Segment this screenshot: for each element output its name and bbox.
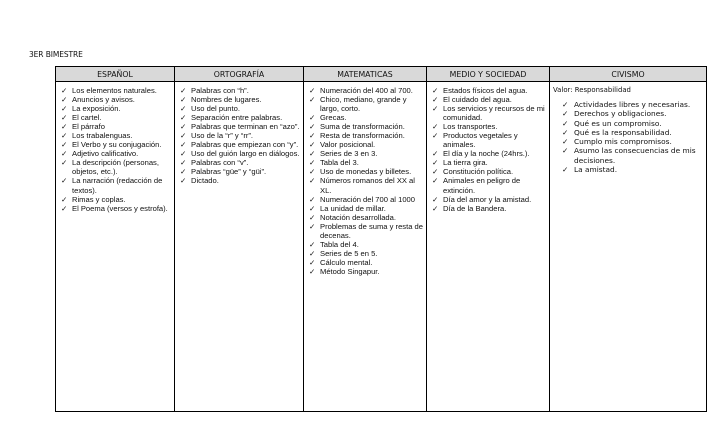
header-espanol: ESPAÑOL — [56, 67, 175, 82]
checklist-item: ✓ El cuidado del agua. — [430, 95, 547, 104]
checklist-item: ✓ Día del amor y la amistad. — [430, 195, 547, 204]
checklist-item: ✓ La tierra gira. — [430, 158, 547, 167]
checklist-item: ✓ Numeración del 400 al 700. — [307, 86, 424, 95]
cell-civismo — [550, 82, 707, 412]
checklist-item: ✓ Notación desarrollada. — [307, 213, 424, 222]
checklist-item: ✓ Animales en peligro de extinción. — [430, 176, 547, 194]
checklist-item: ✓ Tabla del 4. — [307, 240, 424, 249]
cell-ortografia — [175, 82, 304, 412]
checklist-item: ✓ El cartel. — [59, 113, 172, 122]
cell-medio-y-sociedad — [427, 82, 550, 412]
header-matematicas: MATEMATICAS — [304, 67, 427, 82]
topic-list-medio-y-sociedad — [430, 86, 547, 213]
checklist-item: ✓ Chico, mediano, grande y largo, corto. — [307, 95, 424, 113]
checklist-item: ✓ Separación entre palabras. — [178, 113, 301, 122]
civismo-value-label: Valor: Responsabilidad — [553, 86, 631, 94]
checklist-item: ✓ Uso de monedas y billetes. — [307, 167, 424, 176]
checklist-item: ✓ Estados físicos del agua. — [430, 86, 547, 95]
checklist-item: ✓ Uso del guión largo en diálogos. — [178, 149, 301, 158]
checklist-item: ✓ El párrafo — [59, 122, 172, 131]
header-ortografia: ORTOGRAFÍA — [175, 67, 304, 82]
checklist-item: ✓ Cumplo mis compromisos. — [553, 137, 704, 146]
checklist-item: ✓ Series de 5 en 5. — [307, 249, 424, 258]
checklist-item: ✓ El Poema (versos y estrofa). — [59, 204, 172, 213]
checklist-item: ✓ Los trabalenguas. — [59, 131, 172, 140]
checklist-item: ✓ Palabras con “h”. — [178, 86, 301, 95]
checklist-item: ✓ Productos vegetales y animales. — [430, 131, 547, 149]
checklist-item: ✓ Problemas de suma y resta de decenas. — [307, 222, 424, 240]
checklist-item: ✓ La exposición. — [59, 104, 172, 113]
checklist-item: ✓ Grecas. — [307, 113, 424, 122]
checklist-item: ✓ La descripción (personas, objetos, etc.). — [59, 158, 172, 176]
checklist-item: ✓ Palabras con “v”. — [178, 158, 301, 167]
checklist-item: ✓ Series de 3 en 3. — [307, 149, 424, 158]
checklist-item: ✓ Los elementos naturales. — [59, 86, 172, 95]
header-medio-y-sociedad: MEDIO Y SOCIEDAD — [427, 67, 550, 82]
cell-matematicas — [304, 82, 427, 412]
document-title: 3ER BIMESTRE — [29, 50, 83, 59]
checklist-item: ✓ Resta de transformación. — [307, 131, 424, 140]
topic-list-espanol — [59, 86, 172, 213]
checklist-item: ✓ El Verbo y su conjugación. — [59, 140, 172, 149]
checklist-item: ✓ Numeración del 700 al 1000 — [307, 195, 424, 204]
bimester-plan-table — [55, 66, 707, 412]
checklist-item: ✓ Anuncios y avisos. — [59, 95, 172, 104]
checklist-item: ✓ Qué es un compromiso. — [553, 119, 704, 128]
checklist-item: ✓ Palabras que empiezan con “y”. — [178, 140, 301, 149]
checklist-item: ✓ Suma de transformación. — [307, 122, 424, 131]
checklist-item: ✓ Los transportes. — [430, 122, 547, 131]
checklist-item: ✓ Valor posicional. — [307, 140, 424, 149]
checklist-item: ✓ La narración (redacción de textos). — [59, 176, 172, 194]
topic-list-civismo — [553, 100, 704, 174]
checklist-item: ✓ Uso del punto. — [178, 104, 301, 113]
cell-espanol — [56, 82, 175, 412]
checklist-item: ✓ Qué es la responsabilidad. — [553, 128, 704, 137]
checklist-item: ✓ Asumo las consecuencias de mis decisiones. — [553, 146, 704, 165]
topic-list-matematicas — [307, 86, 424, 276]
checklist-item: ✓ Cálculo mental. — [307, 258, 424, 267]
checklist-item: ✓ Palabras que terminan en “azo”. — [178, 122, 301, 131]
checklist-item: ✓ Dictado. — [178, 176, 301, 185]
checklist-item: ✓ Uso de la “r” y “rr”. — [178, 131, 301, 140]
checklist-item: ✓ Adjetivo calificativo. — [59, 149, 172, 158]
checklist-item: ✓ Derechos y obligaciones. — [553, 109, 704, 118]
header-civismo: CIVISMO — [550, 67, 707, 82]
table-content-row — [56, 82, 707, 412]
checklist-item: ✓ Los servicios y recursos de mi comunidad. — [430, 104, 547, 122]
checklist-item: ✓ El día y la noche (24hrs.). — [430, 149, 547, 158]
table-header-row — [56, 67, 707, 82]
checklist-item: ✓ La unidad de millar. — [307, 204, 424, 213]
checklist-item: ✓ Actividades libres y necesarias. — [553, 100, 704, 109]
checklist-item: ✓ Números romanos del XX al XL. — [307, 176, 424, 194]
topic-list-ortografia — [178, 86, 301, 186]
checklist-item: ✓ Palabras “güe” y “güi”. — [178, 167, 301, 176]
checklist-item: ✓ Constitución política. — [430, 167, 547, 176]
checklist-item: ✓ Día de la Bandera. — [430, 204, 547, 213]
checklist-item: ✓ La amistad. — [553, 165, 704, 174]
checklist-item: ✓ Tabla del 3. — [307, 158, 424, 167]
checklist-item: ✓ Método Singapur. — [307, 267, 424, 276]
checklist-item: ✓ Rimas y coplas. — [59, 195, 172, 204]
checklist-item: ✓ Nombres de lugares. — [178, 95, 301, 104]
